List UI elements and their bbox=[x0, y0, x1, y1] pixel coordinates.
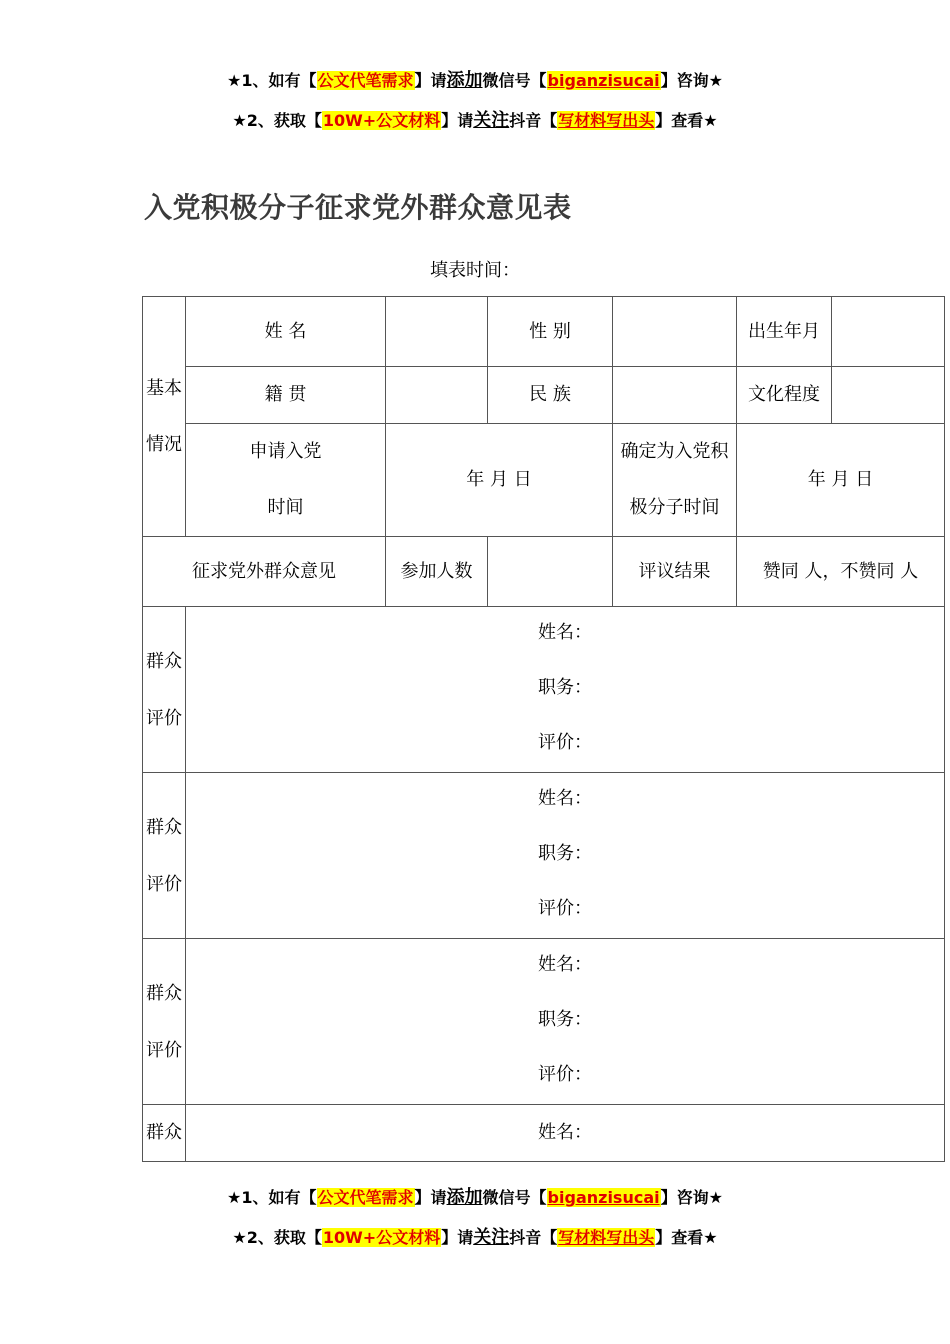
name-value[interactable] bbox=[386, 297, 488, 367]
eval-comment: 评价： bbox=[538, 732, 592, 753]
count-value[interactable] bbox=[488, 537, 613, 607]
eval-side-label: 群众 评价 bbox=[143, 939, 186, 1105]
activist-date[interactable]: 年 月 日 bbox=[737, 424, 945, 537]
promo-text: 】咨询★ bbox=[660, 71, 723, 90]
promo-line-1-bottom bbox=[0, 1187, 950, 1209]
ethnic-value[interactable] bbox=[613, 367, 737, 424]
eval-comment: 评价： bbox=[538, 898, 592, 919]
promo-text: 】请 bbox=[441, 111, 474, 130]
birth-label: 出生年月 bbox=[737, 297, 832, 367]
eval-comment: 评价： bbox=[538, 1064, 592, 1085]
apply-time-label: 申请入党 时间 bbox=[186, 424, 386, 537]
promo-line-2-bottom bbox=[0, 1227, 950, 1249]
promo-line-1 bbox=[0, 70, 950, 92]
promo-highlight: 10W+公文材料 bbox=[322, 111, 441, 130]
promo-text: 微信号【 bbox=[482, 71, 547, 90]
education-label: 文化程度 bbox=[737, 367, 832, 424]
opinion-form-table bbox=[142, 296, 945, 1162]
eval-name: 姓名： bbox=[538, 622, 592, 643]
promo-text: ★2、获取【 bbox=[232, 111, 322, 130]
promo-text: 】查看★ bbox=[655, 1228, 718, 1247]
douyin-account: 写材料写出头 bbox=[558, 1228, 655, 1247]
evaluation-entry[interactable] bbox=[186, 607, 945, 773]
promo-line-2 bbox=[0, 110, 950, 132]
promo-highlight: 公文代笔需求 bbox=[317, 71, 414, 90]
eval-name: 姓名： bbox=[538, 954, 592, 975]
gender-value[interactable] bbox=[613, 297, 737, 367]
count-label: 参加人数 bbox=[386, 537, 488, 607]
douyin-account: 写材料写出头 bbox=[558, 111, 655, 130]
promo-text: 微信号【 bbox=[482, 1188, 547, 1207]
result-label: 评议结果 bbox=[613, 537, 737, 607]
education-value[interactable] bbox=[832, 367, 945, 424]
promo-text: 】请 bbox=[414, 71, 447, 90]
evaluation-entry[interactable] bbox=[186, 773, 945, 939]
evaluation-entry[interactable] bbox=[186, 939, 945, 1105]
eval-name[interactable]: 姓名： bbox=[186, 1105, 945, 1162]
birth-value[interactable] bbox=[832, 297, 945, 367]
promo-text: ★1、如有【 bbox=[227, 1188, 317, 1207]
promo-emphasis: 添加 bbox=[446, 1187, 483, 1208]
native-label: 籍 贯 bbox=[186, 367, 386, 424]
eval-post: 职务： bbox=[538, 1009, 592, 1030]
fill-time-label: 填表时间： bbox=[430, 260, 520, 281]
promo-text: 】请 bbox=[414, 1188, 447, 1207]
eval-post: 职务： bbox=[538, 677, 592, 698]
gender-label: 性 别 bbox=[488, 297, 613, 367]
promo-text: 抖音【 bbox=[509, 1228, 558, 1247]
wechat-id: biganzisucai bbox=[547, 71, 660, 90]
promo-text: 】咨询★ bbox=[660, 1188, 723, 1207]
opinion-label: 征求党外群众意见 bbox=[143, 537, 386, 607]
eval-side-label: 群众 评价 bbox=[143, 773, 186, 939]
document-title: 入党积极分子征求党外群众意见表 bbox=[144, 191, 572, 224]
promo-emphasis: 添加 bbox=[446, 70, 483, 91]
promo-text: 抖音【 bbox=[509, 111, 558, 130]
promo-highlight: 公文代笔需求 bbox=[317, 1188, 414, 1207]
basic-section-label: 基本 情况 bbox=[143, 297, 186, 537]
eval-side-label: 群众 评价 bbox=[143, 607, 186, 773]
ethnic-label: 民 族 bbox=[488, 367, 613, 424]
wechat-id: biganzisucai bbox=[547, 1188, 660, 1207]
promo-text: ★1、如有【 bbox=[227, 71, 317, 90]
promo-text: 】请 bbox=[441, 1228, 474, 1247]
promo-emphasis: 关注 bbox=[473, 110, 510, 131]
promo-emphasis: 关注 bbox=[473, 1227, 510, 1248]
promo-text: ★2、获取【 bbox=[232, 1228, 322, 1247]
result-value[interactable]: 赞同 人，不赞同 人 bbox=[737, 537, 945, 607]
eval-side-label: 群众 bbox=[143, 1105, 186, 1162]
native-value[interactable] bbox=[386, 367, 488, 424]
eval-name: 姓名： bbox=[538, 788, 592, 809]
name-label: 姓 名 bbox=[186, 297, 386, 367]
activist-time-label: 确定为入党积 极分子时间 bbox=[613, 424, 737, 537]
promo-highlight: 10W+公文材料 bbox=[322, 1228, 441, 1247]
apply-date[interactable]: 年 月 日 bbox=[386, 424, 613, 537]
promo-text: 】查看★ bbox=[655, 111, 718, 130]
eval-post: 职务： bbox=[538, 843, 592, 864]
